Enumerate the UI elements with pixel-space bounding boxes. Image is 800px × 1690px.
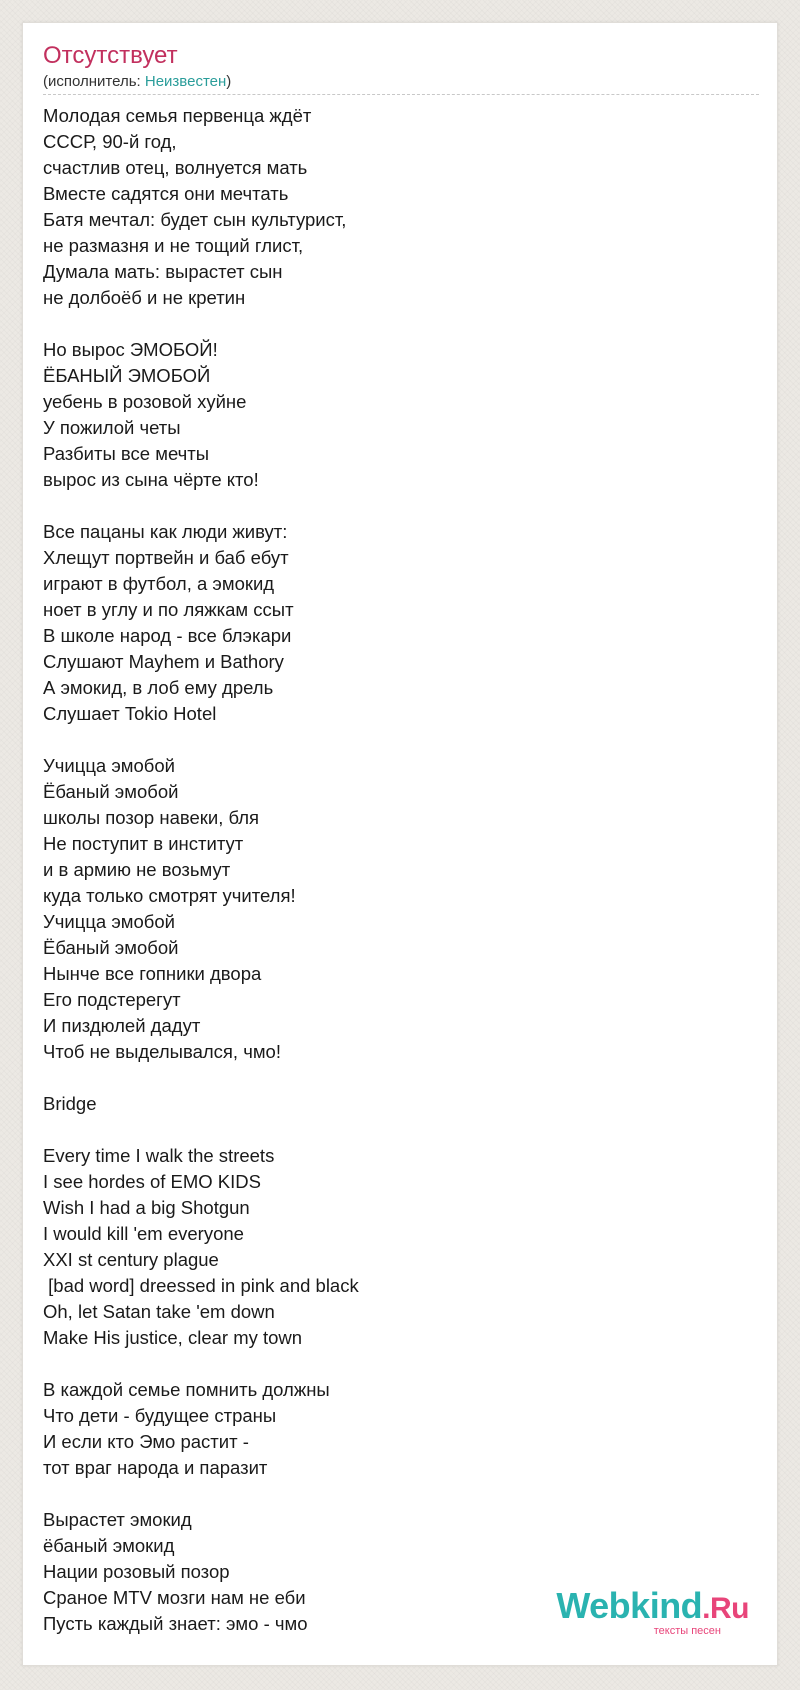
lyric-line: Не поступит в институт bbox=[43, 833, 244, 854]
lyric-line: Чтоб не выделывался, чмо! bbox=[43, 1041, 281, 1062]
lyric-line: У пожилой четы bbox=[43, 417, 181, 438]
lyric-line: ёбаный эмокид bbox=[43, 1535, 175, 1556]
lyric-line: Молодая семья первенца ждёт bbox=[43, 105, 312, 126]
lyric-line: вырос из сына чёрте кто! bbox=[43, 469, 259, 490]
logo-main-text: Webkind bbox=[556, 1585, 703, 1626]
lyric-line: Все пацаны как люди живут: bbox=[43, 521, 288, 542]
lyric-line: I would kill 'em everyone bbox=[43, 1223, 244, 1244]
lyric-line: Ёбаный эмобой bbox=[43, 937, 179, 958]
lyric-line: Хлещут портвейн и баб ебут bbox=[43, 547, 289, 568]
lyric-line: Учицца эмобой bbox=[43, 755, 176, 776]
lyric-line: ЁБАНЫЙ ЭМОБОЙ bbox=[43, 365, 211, 386]
artist-line bbox=[43, 73, 231, 91]
lyric-blank-line bbox=[43, 1481, 759, 1507]
header-divider bbox=[43, 94, 759, 95]
lyric-line: Но вырос ЭМОБОЙ! bbox=[43, 339, 218, 360]
lyric-line: Нынче все гопники двора bbox=[43, 963, 262, 984]
lyric-line: В школе народ - все блэкари bbox=[43, 625, 292, 646]
lyric-line: Пусть каждый знает: эмо - чмо bbox=[43, 1613, 308, 1634]
lyric-line: Слушает Tokio Hotel bbox=[43, 703, 217, 724]
lyric-line: Разбиты все мечты bbox=[43, 443, 210, 464]
lyric-line: Батя мечтал: будет сын культурист, bbox=[43, 209, 347, 230]
logo-tagline: тексты песен bbox=[653, 1625, 721, 1637]
lyric-line: И пиздюлей дадут bbox=[43, 1015, 201, 1036]
lyric-line: Вырастет эмокид bbox=[43, 1509, 192, 1530]
lyric-line: школы позор навеки, бля bbox=[43, 807, 260, 828]
lyric-line: Oh, let Satan take 'em down bbox=[43, 1301, 275, 1322]
lyric-line: Wish I had a big Shotgun bbox=[43, 1197, 250, 1218]
lyric-blank-line bbox=[43, 727, 759, 753]
lyric-blank-line bbox=[43, 1351, 759, 1377]
lyric-line: тот враг народа и паразит bbox=[43, 1457, 268, 1478]
artist-prefix: (исполнитель: bbox=[43, 73, 145, 90]
logo-tld: .Ru bbox=[702, 1592, 749, 1625]
lyric-line: не долбоёб и не кретин bbox=[43, 287, 246, 308]
site-logo[interactable] bbox=[556, 1585, 749, 1637]
lyric-line: I see hordes of EMO KIDS bbox=[43, 1171, 261, 1192]
song-title: Отсутствует bbox=[43, 42, 178, 69]
lyric-blank-line bbox=[43, 1117, 759, 1143]
lyric-line: Нации розовый позор bbox=[43, 1561, 230, 1582]
lyric-line: Думала мать: вырастет сын bbox=[43, 261, 283, 282]
lyric-line: счастлив отец, волнуется мать bbox=[43, 157, 308, 178]
lyrics-text bbox=[43, 103, 759, 1637]
lyric-line: и в армию не возьмут bbox=[43, 859, 231, 880]
lyric-line: Что дети - будущее страны bbox=[43, 1405, 277, 1426]
lyric-blank-line bbox=[43, 311, 759, 337]
lyrics-card bbox=[22, 22, 778, 1666]
lyric-line: уебень в розовой хуйне bbox=[43, 391, 247, 412]
lyric-line: Его подстерегут bbox=[43, 989, 181, 1010]
lyric-line: А эмокид, в лоб ему дрель bbox=[43, 677, 274, 698]
lyric-line: Bridge bbox=[43, 1093, 97, 1114]
lyric-line: В каждой семье помнить должны bbox=[43, 1379, 330, 1400]
lyric-line: Make His justice, clear my town bbox=[43, 1327, 303, 1348]
lyric-line: Слушают Mayhem и Bathory bbox=[43, 651, 284, 672]
lyric-line: Вместе садятся они мечтать bbox=[43, 183, 289, 204]
lyric-line: куда только смотрят учителя! bbox=[43, 885, 296, 906]
lyric-line: [bad word] dreessed in pink and black bbox=[43, 1275, 359, 1296]
artist-suffix: ) bbox=[226, 73, 232, 90]
lyric-line: не размазня и не тощий глист, bbox=[43, 235, 304, 256]
lyric-line: Учицца эмобой bbox=[43, 911, 176, 932]
logo-wordmark bbox=[556, 1585, 749, 1627]
lyric-line: ноет в углу и по ляжкам ссыт bbox=[43, 599, 294, 620]
artist-link[interactable]: Неизвестен bbox=[144, 73, 227, 90]
lyric-line: Ёбаный эмобой bbox=[43, 781, 179, 802]
lyric-line: XXI st century plague bbox=[43, 1249, 219, 1270]
lyric-line: играют в футбол, а эмокид bbox=[43, 573, 275, 594]
lyric-line: Сраное MTV мозги нам не еби bbox=[43, 1587, 306, 1608]
lyric-line: Every time I walk the streets bbox=[43, 1145, 275, 1166]
lyric-line: СССР, 90-й год, bbox=[43, 131, 177, 152]
lyric-line: И если кто Эмо растит - bbox=[43, 1431, 249, 1452]
lyric-blank-line bbox=[43, 493, 759, 519]
lyric-blank-line bbox=[43, 1065, 759, 1091]
